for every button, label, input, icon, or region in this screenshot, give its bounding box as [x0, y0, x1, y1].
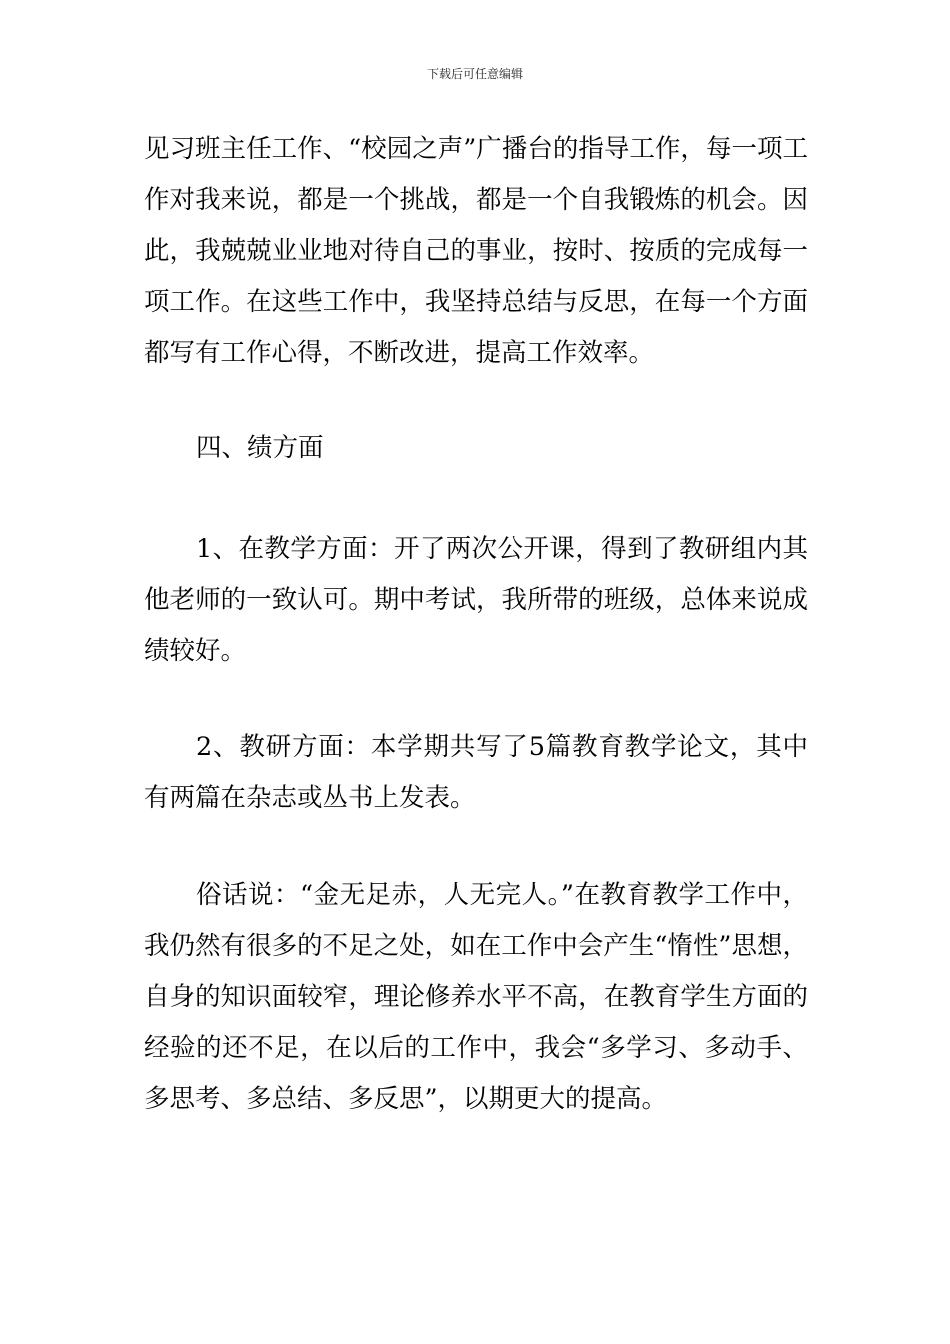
paragraph-research: [144, 722, 808, 824]
paragraph-text: 俗话说：“金无足赤，人无完人。”在教育教学工作中，我仍然有很多的不足之处，如在工作中会产生“惰性”思想，自身的知识面较窄，理论修养水平不高，在教育学生方面的经验的还不足，在以后的工作中，我会“多学习、多动手、多思考、多总结、多反思”，以期更大的提高。: [144, 880, 808, 1114]
paragraph-text: 2、教研方面：本学期共写了5篇教育教学论文，其中有两篇在杂志或丛书上发表。: [144, 732, 808, 813]
paragraph-text: 见习班主任工作、“校园之声”广播台的指导工作，每一项工作对我来说，都是一个挑战，都是一个自我锻炼的机会。因此，我兢兢业业地对待自己的事业，按时、按质的完成每一项工作。在这些工作中，我坚持总结与反思，在每一个方面都写有工作心得，不断改进，提高工作效率。: [144, 134, 808, 368]
paragraph-text: 1、在教学方面：开了两次公开课，得到了教研组内其他老师的一致认可。期中考试，我所带的班级，总体来说成绩较好。: [144, 534, 808, 666]
section-heading-achievements: [144, 423, 808, 474]
paragraph-reflection: [144, 870, 808, 1125]
section-heading-text: 四、绩方面: [196, 433, 324, 463]
paragraph-teaching: [144, 524, 808, 677]
page-header-note: 下载后可任意编辑: [426, 67, 523, 81]
paragraph-continuation: [144, 124, 808, 379]
